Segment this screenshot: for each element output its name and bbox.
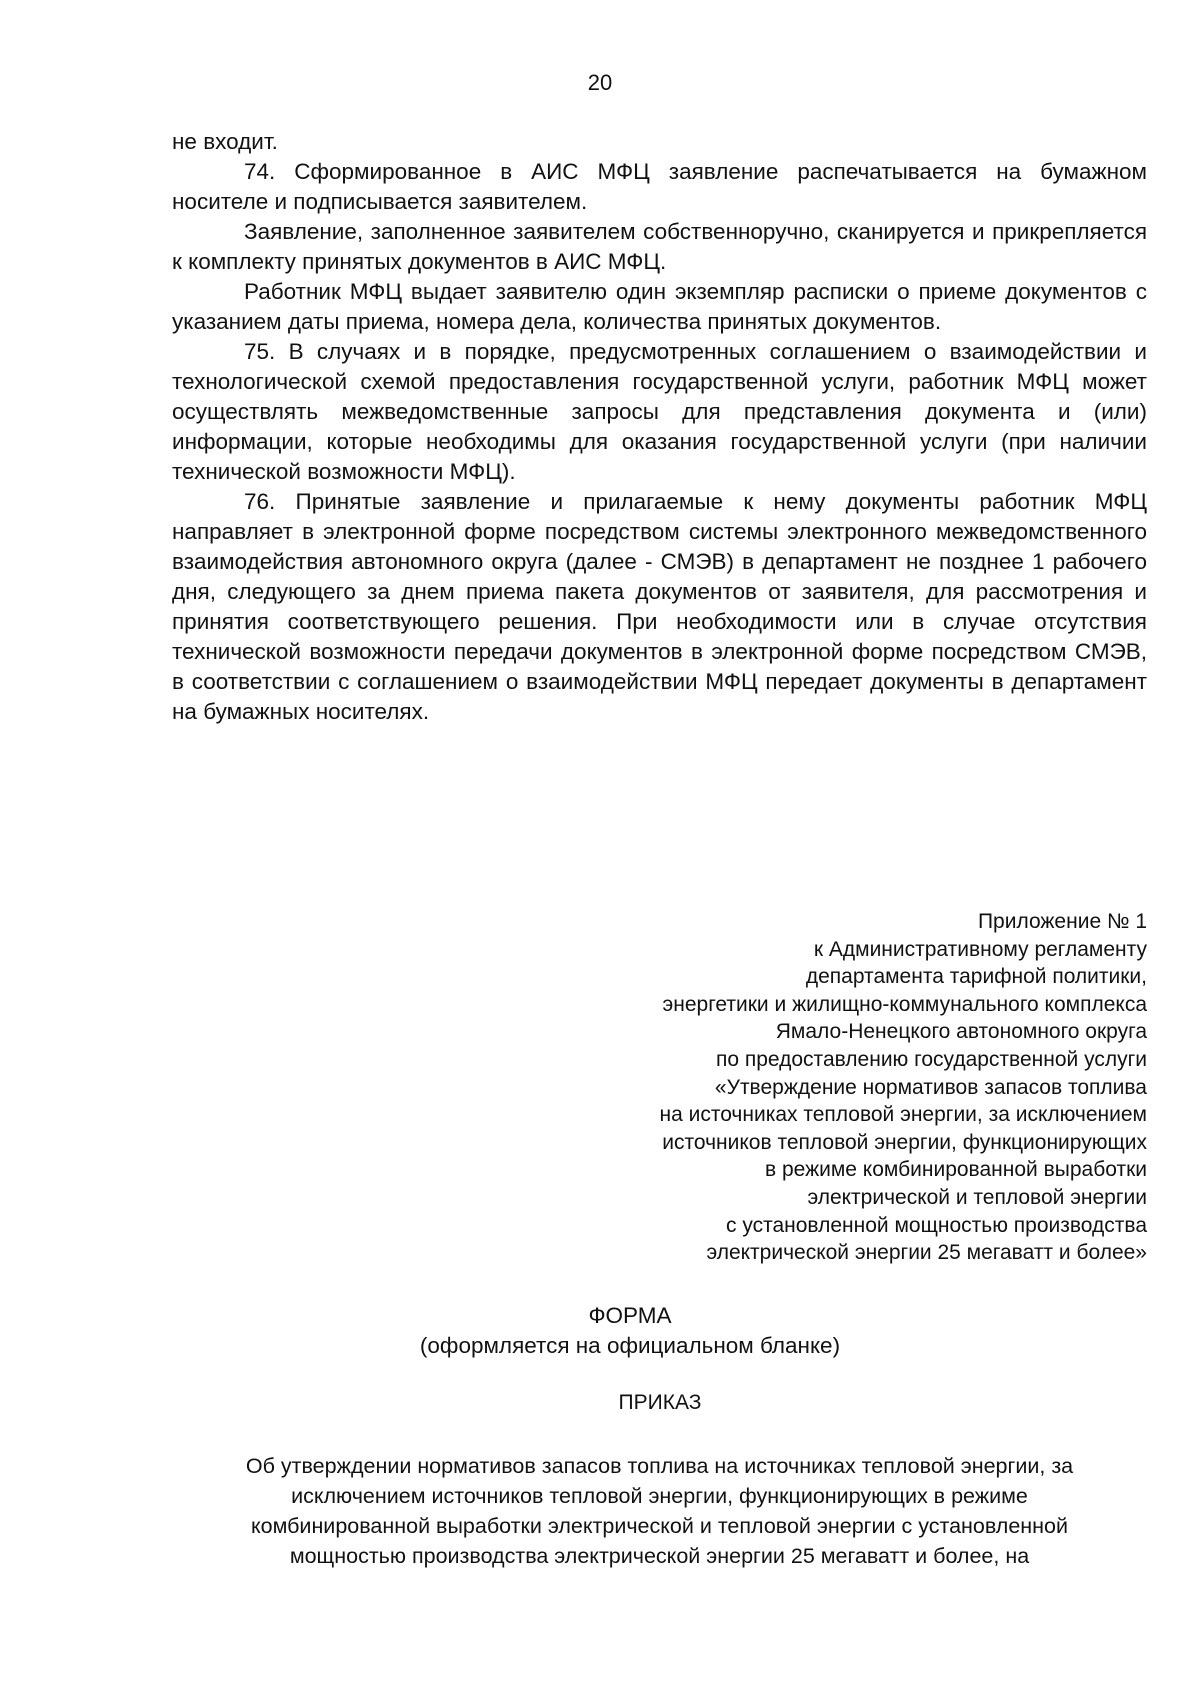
order-subject-line: мощностью производства электрической энергии 25 мегаватт и более, на	[289, 1544, 1030, 1568]
order-subject-line: комбинированной выработки электрической и тепловой энергии с установленной	[250, 1514, 1069, 1538]
appendix-line: Ямало-Ненецкого автономного округа	[775, 1020, 1147, 1044]
paragraph-74-receipt: Работник МФЦ выдает заявителю один экземпляр расписки о приеме документов с указанием даты приема, номера дела, количества принятых документов.	[172, 279, 1147, 334]
paragraph-75: 75. В случаях и в порядке, предусмотренных соглашением о взаимодействии и технологической схемой предоставления государственной услуги, работник МФЦ может осуществлять межведомственные запросы для представления документа и (или) информации, которые необходимы для оказания государственной услуги (при наличии технической возможности МФЦ).	[172, 339, 1147, 484]
appendix-line: энергетики и жилищно-коммунального комплекса	[662, 992, 1147, 1016]
appendix-line: с установленной мощностью производства	[726, 1213, 1147, 1237]
appendix-line: по предоставлению государственной услуги	[715, 1047, 1147, 1071]
appendix-line: источников тепловой энергии, функционирующих	[662, 1130, 1147, 1154]
appendix-line: департамента тарифной политики,	[805, 965, 1147, 989]
order-title: ПРИКАЗ	[618, 1391, 702, 1414]
body-text	[172, 127, 1147, 727]
paragraph-74-scan: Заявление, заполненное заявителем собственноручно, сканируется и прикрепляется к комплекту принятых документов в АИС МФЦ.	[172, 219, 1147, 274]
order-subject-line: исключением источников тепловой энергии, функционирующих в режиме	[291, 1484, 1028, 1508]
form-note: (оформляется на официальном бланке)	[419, 1333, 841, 1358]
order-subject	[172, 1451, 1147, 1571]
appendix-line: на источниках тепловой энергии, за исключением	[659, 1103, 1147, 1127]
continuation-line: не входит.	[172, 129, 278, 154]
appendix-line: «Утверждение нормативов запасов топлива	[714, 1075, 1147, 1099]
appendix-line: Приложение № 1	[977, 910, 1147, 933]
appendix-line: к Административному регламенту	[813, 937, 1147, 961]
page-number: 20	[587, 70, 613, 95]
appendix-line: электрической энергии 25 мегаватт и более»	[706, 1241, 1147, 1265]
appendix-line: электрической и тепловой энергии	[807, 1185, 1147, 1209]
form-title: ФОРМА	[588, 1303, 672, 1328]
appendix-header	[560, 908, 1147, 1267]
form-heading	[0, 1301, 1200, 1361]
order-subject-line: Об утверждении нормативов запасов топлива на источниках тепловой энергии, за	[245, 1454, 1074, 1478]
paragraph-76: 76. Принятые заявление и прилагаемые к нему документы работник МФЦ направляет в электронной форме посредством системы электронного межведомственного взаимодействия автономного округа (далее - СМЭВ) в департамент не позднее 1 рабочего дня, следующего за днем приема пакета документов от заявителя, для рассмотрения и принятия соответствующего решения. При необходимости или в случае отсутствия технической возможности передачи документов в электронной форме посредством СМЭВ, в соответствии с соглашением о взаимодействии МФЦ передает документы в департамент на бумажных носителях.	[172, 489, 1147, 724]
paragraph-74: 74. Сформированное в АИС МФЦ заявление распечатывается на бумажном носителе и подписывается заявителем.	[172, 159, 1147, 214]
appendix-line: в режиме комбинированной выработки	[764, 1158, 1147, 1182]
